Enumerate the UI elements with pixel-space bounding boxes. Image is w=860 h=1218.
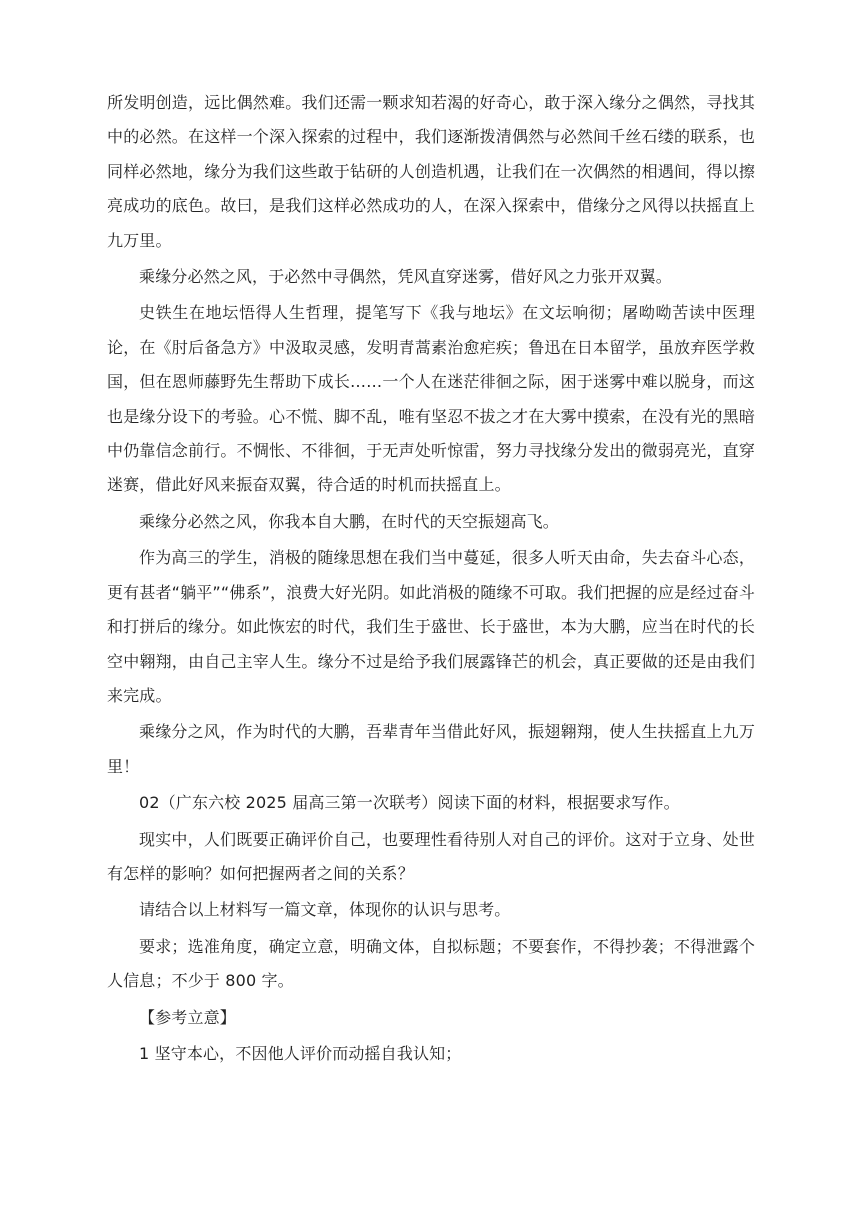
instruction-text: 请结合以上材料写一篇文章，体现你的认识与思考。 [139, 900, 511, 920]
paragraph-4: 乘缘分必然之风，你我本自大鹏，在时代的天空振翅高飞。 [139, 511, 559, 531]
reference-item-1: 1 坚守本心，不因他人评价而动摇自我认知； [139, 1043, 462, 1063]
paragraph-1: 所发明创造，远比偶然难。我们还需一颗求知若渴的好奇心，敢于深入缘分之偶然，寻找其中的必然。在这样一个深入探索的过程中，我们逐渐拨清偶然与必然间千丝石缕的联系，也同样必然地，缘分为我们这些敢于钻研的人创造机遇，让我们在一次偶然的相遇间，得以擦亮成功的底色。故曰，是我们这样必然成功的人，在深入探索中，借缘分之风得以扶摇直上九万里。 [107, 93, 755, 250]
paragraph-5: 作为高三的学生，消极的随缘思想在我们当中蔓延，很多人听天由命，失去奋斗心态，更有甚者“躺平”“佛系”，浪费大好光阴。如此消极的随缘不可取。我们把握的应是经过奋斗和打拼后的缘分。如此恢宏的时代，我们生于盛世、长于盛世，本为大鹏，应当在时代的长空中翱翔，由自己主宰人生。缘分不过是给予我们展露锋芒的机会，真正要做的还是由我们来完成。 [107, 548, 755, 705]
reference-heading: 【参考立意】 [139, 1007, 236, 1027]
paragraph-6: 乘缘分之风，作为时代的大鹏，吾辈青年当借此好风，振翅翱翔，使人生扶摇直上九万里！ [107, 722, 755, 776]
material-text: 现实中，人们既要正确评价自己，也要理性看待别人对自己的评价。这对于立身、处世有怎样的影响？如何把握两者之间的关系？ [107, 829, 755, 883]
paragraph-2: 乘缘分必然之风，于必然中寻偶然，凭风直穿迷雾，借好风之力张开双翼。 [139, 267, 672, 287]
requirements-text: 要求；选准角度，确定立意，明确文体，自拟标题；不要套作，不得抄袭；不得泄露个人信息；不少于 800 字。 [107, 936, 755, 991]
paragraph-3: 史铁生在地坛悟得人生哲理，提笔写下《我与地坛》在文坛响彻；屠呦呦苦读中医理论，在《肘后备急方》中汲取灵感，发明青蒿素治愈疟疾；鲁迅在日本留学，虽放弃医学救国，但在恩师藤野先生帮助下成长……一个人在迷茫徘徊之际，困于迷雾中难以脱身，而这也是缘分设下的考验。心不慌、脚不乱，唯有坚忍不拔之才在大雾中摸索，在没有光的黑暗中仍靠信念前行。不惆怅、不徘徊，于无声处听惊雷，努力寻找缘分发出的微弱亮光，直穿迷赛，借此好风来振奋双翼，待合适的时机而扶摇直上。 [107, 303, 755, 495]
document-page [107, 86, 755, 1071]
question-heading: 02（广东六校 2025 届高三第一次联考）阅读下面的材料，根据要求写作。 [139, 793, 680, 813]
